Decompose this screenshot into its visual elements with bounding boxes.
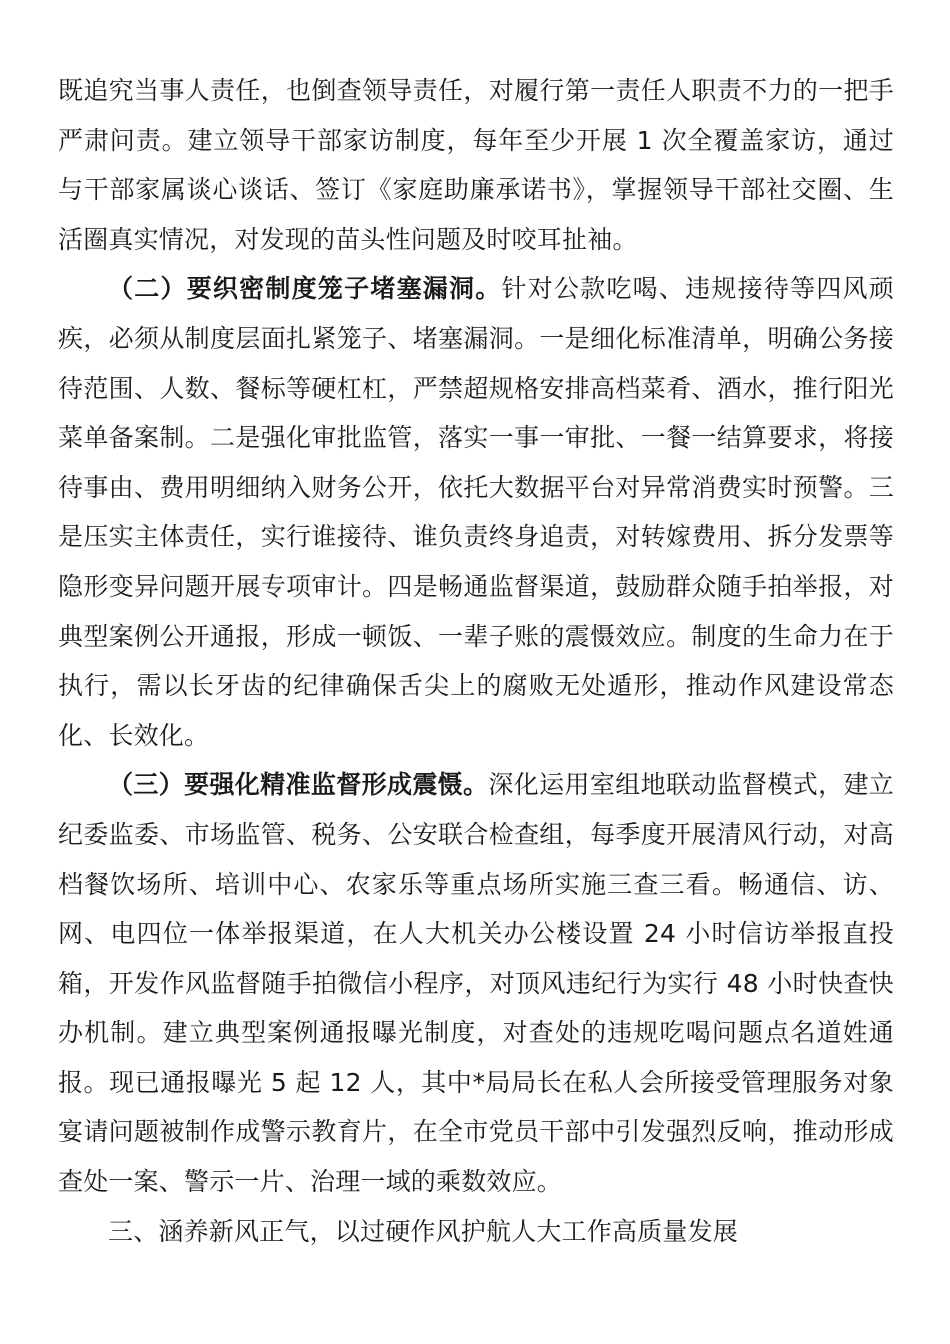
paragraph-lead-heading: （二）要织密制度笼子堵塞漏洞。 [108, 274, 502, 304]
paragraph-section-three [58, 760, 894, 1206]
paragraph-continuation [58, 66, 894, 264]
paragraph-text: 深化运用室组地联动监督模式，建立纪委监委、市场监管、税务、公安联合检查组，每季度开展清风行动，对高档餐饮场所、培训中心、农家乐等重点场所实施三查三看。畅通信、访、网、电四位一体举报渠道，在人大机关办公楼设置 24 小时信访举报直投箱，开发作风监督随手拍微信小程序，对顶风违纪行为实行 48 小时快查快办机制。建立典型案例通报曝光制度，对查处的违规吃喝问题点名道姓通报。现已通报曝光 5 起 12 人，其中*局局长在私人会所接受管理服务对象宴请问题被制作成警示教育片，在全市党员干部中引发强烈反响，推动形成查处一案、警示一片、治理一域的乘数效应。 [58, 770, 894, 1197]
paragraph-text: 既追究当事人责任，也倒查领导责任，对履行第一责任人职责不力的一把手严肃问责。建立领导干部家访制度，每年至少开展 1 次全覆盖家访，通过与干部家属谈心谈话、签订《家庭助廉承诺书》，掌握领导干部社交圈、生活圈真实情况，对发现的苗头性问题及时咬耳扯袖。 [58, 76, 894, 254]
paragraph-lead-heading: （三）要强化精准监督形成震慑。 [108, 770, 489, 800]
paragraph-text: 针对公款吃喝、违规接待等四风顽疾，必须从制度层面扎紧笼子、堵塞漏洞。一是细化标准清单，明确公务接待范围、人数、餐标等硬杠杠，严禁超规格安排高档菜肴、酒水，推行阳光菜单备案制。二是强化审批监管，落实一事一审批、一餐一结算要求，将接待事由、费用明细纳入财务公开，依托大数据平台对异常消费实时预警。三是压实主体责任，实行谁接待、谁负责终身追责，对转嫁费用、拆分发票等隐形变异问题开展专项审计。四是畅通监督渠道，鼓励群众随手拍举报，对典型案例公开通报，形成一顿饭、一辈子账的震慑效应。制度的生命力在于执行，需以长牙齿的纪律确保舌尖上的腐败无处遁形，推动作风建设常态化、长效化。 [58, 274, 894, 750]
section-heading: 三、涵养新风正气，以过硬作风护航人大工作高质量发展 [108, 1216, 739, 1246]
document-body [58, 66, 894, 1256]
paragraph-section-two [58, 264, 894, 760]
